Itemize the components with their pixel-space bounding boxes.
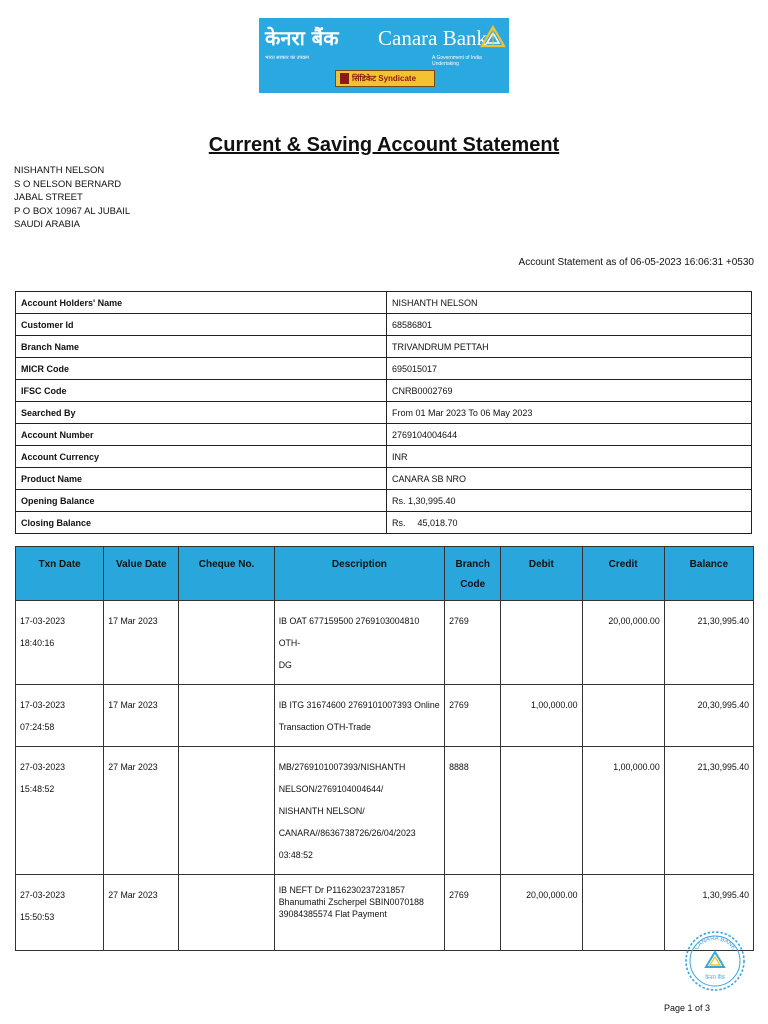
debit: 20,00,000.00 [501, 875, 582, 951]
credit [582, 685, 664, 747]
description: MB/2769101007393/NISHANTH NELSON/2769104004644/ NISHANTH NELSON/ CANARA//8636738726/26/04/2023 03:48:52 [274, 747, 444, 875]
debit: 1,00,000.00 [501, 685, 582, 747]
address-line: JABAL STREET [14, 192, 83, 204]
info-row [16, 292, 752, 314]
balance: 1,30,995.40 [664, 875, 753, 951]
debit [501, 601, 582, 685]
logo-tagline-english: A Government of India Undertaking [432, 55, 482, 67]
balance: 21,30,995.40 [664, 601, 753, 685]
info-row [16, 490, 752, 512]
info-value: Rs. 1,30,995.40 [387, 490, 752, 512]
logo-tagline-hindi: भारत सरकार का उपक्रम [265, 55, 310, 61]
branch-code: 2769 [445, 875, 501, 951]
info-value: CNRB0002769 [387, 380, 752, 402]
page-title: Current & Saving Account Statement [208, 134, 560, 156]
info-value: 695015017 [387, 358, 752, 380]
info-row [16, 314, 752, 336]
info-label: Searched By [16, 402, 387, 424]
canara-emblem-icon [480, 24, 506, 50]
cheque-no [179, 601, 274, 685]
value-date: 17 Mar 2023 [104, 685, 179, 747]
credit [582, 875, 664, 951]
logo-english-name: Canara Bank [378, 26, 488, 50]
header-description: Description [274, 547, 444, 601]
syndicate-label: सिंडिकेट Syndicate [352, 74, 417, 83]
table-row [16, 601, 754, 685]
txn-date: 17-03-2023 18:40:16 [16, 601, 104, 685]
address-line: SAUDI ARABIA [14, 219, 80, 231]
info-row [16, 512, 752, 534]
header-value-date: Value Date [104, 547, 179, 601]
cheque-no [179, 685, 274, 747]
value-date: 17 Mar 2023 [104, 601, 179, 685]
info-row [16, 358, 752, 380]
info-label: Customer Id [16, 314, 387, 336]
syndicate-icon [340, 73, 349, 84]
txn-header-row [16, 547, 754, 601]
txn-date: 17-03-2023 07:24:58 [16, 685, 104, 747]
branch-code: 8888 [445, 747, 501, 875]
description: IB OAT 677159500 2769103004810 OTH- DG [274, 601, 444, 685]
credit: 20,00,000.00 [582, 601, 664, 685]
info-row [16, 446, 752, 468]
branch-code: 2769 [445, 685, 501, 747]
info-label: Account Holders' Name [16, 292, 387, 314]
info-label: Closing Balance [16, 512, 387, 534]
info-label: MICR Code [16, 358, 387, 380]
canara-bank-logo [259, 18, 509, 93]
info-label: IFSC Code [16, 380, 387, 402]
logo-hindi-name: केनरा बैंक [265, 26, 339, 50]
balance: 21,30,995.40 [664, 747, 753, 875]
address-line: S O NELSON BERNARD [14, 178, 122, 190]
info-row [16, 380, 752, 402]
info-label: Account Number [16, 424, 387, 446]
address-line: P O BOX 10967 AL JUBAIL [14, 205, 131, 217]
info-value: TRIVANDRUM PETTAH [387, 336, 752, 358]
customer-address [14, 164, 130, 232]
table-row [16, 685, 754, 747]
value-date: 27 Mar 2023 [104, 875, 179, 951]
cheque-no [179, 747, 274, 875]
info-label: Branch Name [16, 336, 387, 358]
info-value: NISHANTH NELSON [387, 292, 752, 314]
info-label: Opening Balance [16, 490, 387, 512]
page-number: Page 1 of 3 [663, 1003, 710, 1013]
closing-balance-amount: 45,018.70 [417, 517, 458, 528]
info-row [16, 336, 752, 358]
header-txn-date: Txn Date [16, 547, 104, 601]
balance: 20,30,995.40 [664, 685, 753, 747]
svg-text:केनरा बैंक: केनरा बैंक [704, 975, 726, 981]
info-label: Product Name [16, 468, 387, 490]
syndicate-badge [335, 70, 435, 87]
value-date: 27 Mar 2023 [104, 747, 179, 875]
txn-date: 27-03-2023 15:48:52 [16, 747, 104, 875]
cheque-no [179, 875, 274, 951]
header-debit: Debit [501, 547, 582, 601]
header-balance: Balance [664, 547, 753, 601]
table-row [16, 875, 754, 951]
info-value: 2769104004644 [387, 424, 752, 446]
header-cheque-no: Cheque No. [179, 547, 274, 601]
description: IB NEFT Dr P116230237231857 Bhanumathi Zscherpel SBIN0070188 39084385574 Flat Payment [274, 875, 444, 951]
account-info-table [15, 291, 752, 534]
debit [501, 747, 582, 875]
info-row [16, 468, 752, 490]
info-value: CANARA SB NRO [387, 468, 752, 490]
info-value: From 01 Mar 2023 To 06 May 2023 [387, 402, 752, 424]
table-row [16, 747, 754, 875]
info-value: 68586801 [387, 314, 752, 336]
transactions-table [15, 546, 754, 951]
credit: 1,00,000.00 [582, 747, 664, 875]
header-branch-code: Branch Code [445, 547, 501, 601]
currency-prefix: Rs. [392, 517, 406, 528]
info-row [16, 424, 752, 446]
info-value: INR [387, 446, 752, 468]
address-line: NISHANTH NELSON [14, 165, 105, 176]
canara-bank-seal-icon [684, 930, 746, 992]
description: IB ITG 31674600 2769101007393 Online Transaction OTH-Trade [274, 685, 444, 747]
svg-text:CANARA BANK: CANARA BANK [693, 935, 737, 952]
info-label: Account Currency [16, 446, 387, 468]
txn-date: 27-03-2023 15:50:53 [16, 875, 104, 951]
branch-code: 2769 [445, 601, 501, 685]
info-value [387, 512, 752, 534]
statement-as-of: Account Statement as of 06-05-2023 16:06:31 +0530 [518, 257, 754, 268]
header-credit: Credit [582, 547, 664, 601]
info-row [16, 402, 752, 424]
